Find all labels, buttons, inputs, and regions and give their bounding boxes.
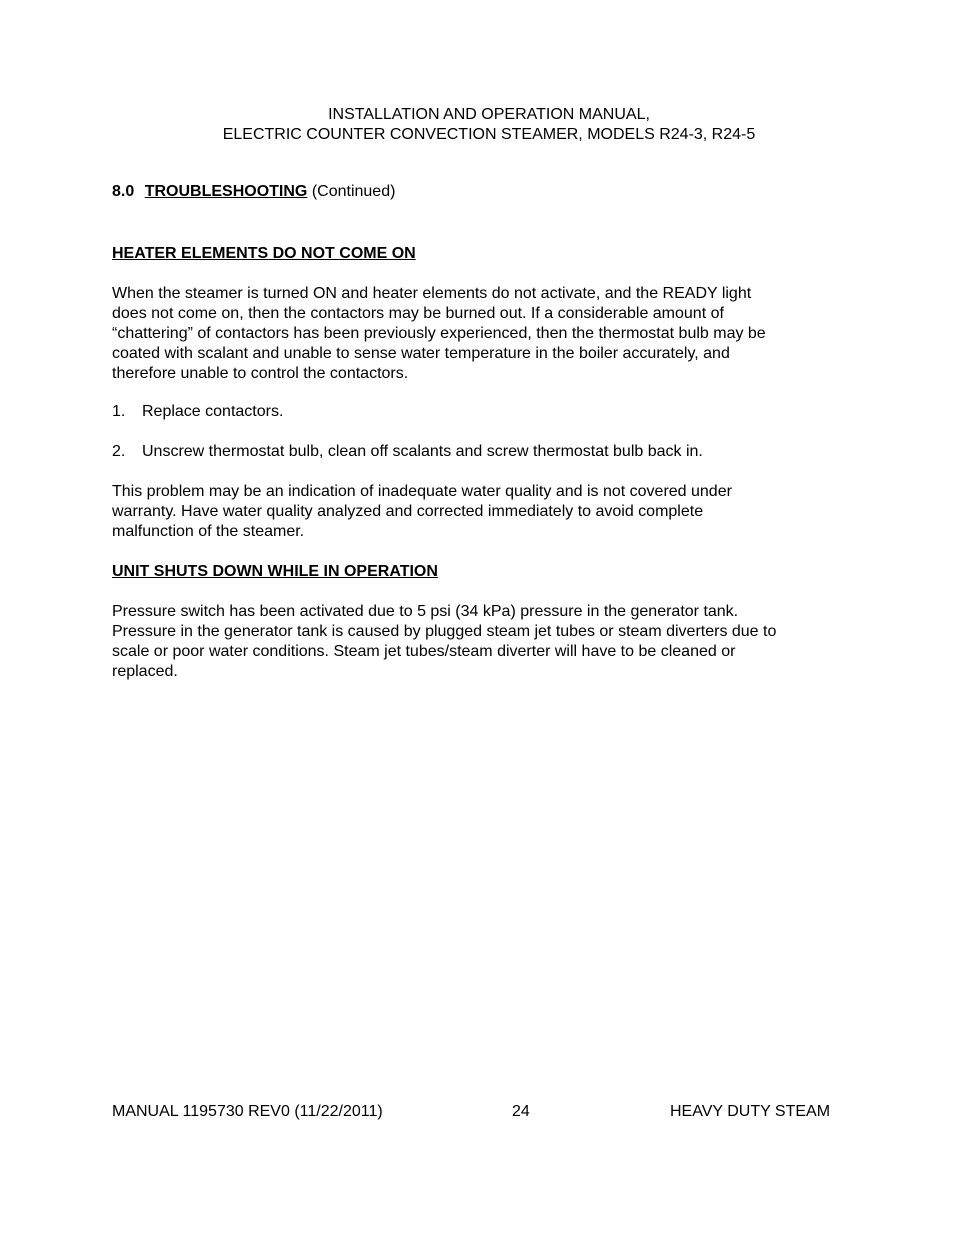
heater-intro-paragraph: When the steamer is turned ON and heater elements do not activate, and the READY light does not come on, then the contactors may be burned out. If a considerable amount of “chattering” of contactors has been previously experienced, then the thermostat bulb may be coated with scalant and unable to sense water temperature in the boiler accurately, and therefore unable to control the contactors. — [112, 285, 766, 382]
shutdown-heading: UNIT SHUTS DOWN WHILE IN OPERATION — [112, 563, 438, 580]
step-marker: 1. — [112, 403, 126, 420]
footer-brand: HEAVY DUTY STEAM — [670, 1103, 831, 1120]
shutdown-paragraph: Pressure switch has been activated due to 5 psi (34 kPa) pressure in the generator tank. Pressure in the generator tank is caused by plugged steam jet tubes or steam diverters due to scale or poor water conditions. Steam jet tubes/steam diverter will have to be cleaned or replaced. — [112, 603, 777, 680]
step-text: Unscrew thermostat bulb, clean off scalants and screw thermostat bulb back in. — [142, 443, 703, 460]
section-number: 8.0 — [112, 183, 135, 200]
heater-step-2 — [112, 442, 842, 462]
footer-manual-id: MANUAL 1195730 REV0 (11/22/2011) — [112, 1103, 383, 1120]
header-line-2: ELECTRIC COUNTER CONVECTION STEAMER, MODELS R24-3, R24-5 — [222, 126, 756, 143]
section-title — [112, 182, 395, 202]
step-text: Replace contactors. — [142, 403, 284, 420]
section-title-text: TROUBLESHOOTING — [144, 183, 308, 200]
footer-page-number: 24 — [512, 1103, 530, 1120]
document-header — [0, 105, 954, 145]
heater-note-paragraph: This problem may be an indication of inadequate water quality and is not covered under warranty. Have water quality analyzed and corrected immediately to avoid complete malfunction of the steamer. — [112, 483, 732, 540]
section-suffix: (Continued) — [311, 183, 396, 200]
header-line-1: INSTALLATION AND OPERATION MANUAL, — [328, 106, 650, 123]
heater-heading: HEATER ELEMENTS DO NOT COME ON — [112, 245, 416, 262]
heater-step-1 — [112, 402, 842, 422]
step-marker: 2. — [112, 443, 126, 460]
